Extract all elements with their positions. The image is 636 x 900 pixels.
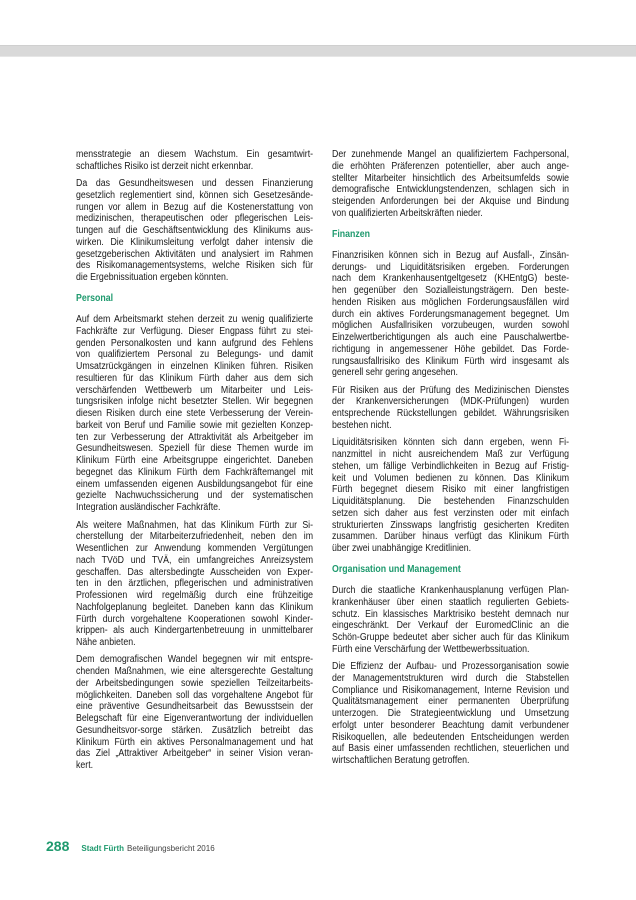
text-line: von qualifizierten Arbeitskräften nieder. [332, 207, 483, 219]
text-line: Fürth begegnet diesem Risiko mit einer langfristigen [332, 484, 570, 496]
text-line: das Ziel „Attraktiver Arbeitgeber“ in seiner Vision veran- [76, 748, 314, 760]
text-line: barkeit von Beruf und Familie sowie mit gezielten Konzep- [76, 419, 314, 431]
text-line: möglichen Ausfallrisiken vorzubeugen, wurden sowohl [332, 320, 570, 332]
footer-report-title: Beteiligungsbericht 2016 [127, 844, 215, 853]
text-line: Dem demografischen Wandel begegnen wir mit entspre- [76, 654, 314, 666]
section-heading: Personal [76, 293, 114, 305]
text-line: keit und Volumen bedienen zu können. Das Klinikum [332, 472, 570, 484]
text-line: wirtschaftlichen Beratung getroffen. [332, 755, 470, 767]
text-line: Durch die staatliche Krankenhausplanung verfügen Plan- [332, 585, 570, 597]
text-line: Als weitere Maßnahmen, hat das Klinikum Fürth zur Si- [76, 519, 314, 531]
text-line: der Krankenversicherungen (MDK-Prüfungen) wurden [332, 396, 570, 408]
text-line: schutz. Ein klassisches Marktrisiko besteht demnach nur [332, 608, 570, 620]
text-line: Einzelwertberichtigungen als auch eine Pauschalwertbe- [332, 332, 570, 344]
text-line: stehen, um fällige Verbindlichkeiten in Bezug auf Fristig- [332, 460, 570, 472]
text-line: Nähe anbieten. [76, 637, 136, 649]
paragraph [332, 385, 569, 432]
text-line: begegnet das Klinikum Fürth dem Fachkräftemangel mit [76, 466, 314, 478]
text-line: rungen vor allem in Bezug auf die Kostenerstattung von [76, 201, 314, 213]
text-line: der Arbeitsbedingungen sowie speziellen Teilzeitarbeits- [76, 677, 314, 689]
text-line: unterzogen. Die Strategieentwicklung und Umsetzung [332, 708, 570, 720]
text-line: Professionen wird regelmäßig durch eine frühzeitige [76, 590, 314, 602]
text-line: Klinikum Fürth ein aktives Personalmanagement und hat [76, 736, 314, 748]
text-line: generell sehr gering angesehen. [332, 367, 458, 379]
text-line: der Managementstrukturen wird durch die Stabstellen [332, 672, 570, 684]
text-line: chenden Maßnahmen, wie eine altersgerechte Gestaltung [76, 666, 314, 678]
text-line: Fürth eine Verschärfung der Wettbewerbssituation. [332, 643, 530, 655]
text-line: einem umfassenden eigenen Ausbildungsangebot für eine [76, 478, 314, 490]
text-line: strukturierten Zinsswaps langfristig gesicherten Krediten [332, 519, 570, 531]
paragraph [332, 661, 569, 767]
text-line: rungsausfallrisiko des Klinikum Fürth wird insgesamt als [332, 355, 570, 367]
text-line: stellter Mitarbeiter hinsichtlich des Arbeitsumfelds sowie [332, 172, 570, 184]
text-line: eingeschränkt. Der Verkauf der EuromedClinic an die [332, 620, 570, 632]
text-line: Liquiditätsplanung. Die bestehenden Finanzschulden [332, 496, 570, 508]
text-line: nach dem Krankenhausentgeltgesetz (KHEntgG) beste- [332, 273, 570, 285]
text-line: mensstrategie an diesem Wachstum. Ein gesamtwirt- [76, 149, 314, 160]
text-line: nanzmittel in nicht ausreichendem Maß zur Verfügung [332, 449, 570, 461]
right-column [332, 149, 569, 773]
text-line: auf Basis einer umfassenden rechtlichen, steuerlichen und [332, 743, 570, 755]
section-heading: Finanzen [332, 229, 371, 241]
paragraph [76, 149, 313, 173]
text-line: Nachfolgeplanung begleitet. Daneben kann das Klinikum [76, 601, 314, 613]
text-line: über zwei unabhängige Kreditlinien. [332, 543, 472, 555]
text-line: durch ein aktives Forderungsmanagement begegnet. Um [332, 308, 570, 320]
text-line: Wesentlichen zur Anwendung kommenden Vergütungen [76, 543, 314, 555]
text-line: Umsatzrückgängen in einzelnen Kliniken führen. Risiken [76, 361, 314, 373]
footer-brand: Stadt Fürth [81, 844, 125, 853]
text-line: gesetzgeberischen Aktivitäten und analysiert im Rahmen [76, 248, 314, 260]
paragraph [332, 437, 569, 555]
text-line: tungsrisiken infolge nicht besetzter Stellen. Wir begegnen [76, 396, 314, 408]
text-line: wirken. Die Klinikumsleitung verfolgt daher intensiv die [76, 236, 314, 248]
text-line: diesen Risiken durch eine stete Verbesserung der Verein- [76, 408, 314, 420]
text-line: genden Personalkosten und kann aufgrund des Fehlens [76, 337, 314, 349]
text-line: die erhöhten Präferenzen potentieller, aber auch ange- [332, 160, 570, 172]
text-line: Fachkräfte zur Verfügung. Dieser Engpass führt zu stei- [76, 325, 314, 337]
left-column [76, 149, 313, 777]
text-line: ten in den ärztlichen, pflegerischen und administrativen [76, 578, 314, 590]
text-line: Belegschaft für eine Eigenverantwortung der individuellen [76, 713, 314, 725]
paragraph [76, 314, 313, 514]
text-line: geschaffen. Das altersbedingte Ausscheiden von Exper- [76, 566, 314, 578]
text-line: entsprechende Rückstellungen gebildet. Währungsrisiken [332, 408, 570, 420]
text-line: erfolgt unter besonderer Beachtung damit verbundener [332, 719, 570, 731]
paragraph [76, 178, 313, 284]
text-line: Die Effizienz der Aufbau- und Prozessorganisation sowie [332, 661, 570, 673]
text-line: cherstellung der Mitarbeiterzufriedenheit, neben den im [76, 531, 314, 543]
section-heading: Organisation und Management [332, 564, 461, 576]
text-line: bestehen nicht. [332, 419, 392, 431]
text-line: Der zunehmende Mangel an qualifiziertem Fachpersonal, [332, 149, 570, 160]
text-line: zusammen. Darüber hinaus verfügt das Klinikum Fürth [332, 531, 570, 543]
text-line: derungs- und Liquiditätsrisiken ergeben. Forderungen [332, 261, 570, 273]
text-line: ten zur Verbesserung der Attraktivität als Arbeitgeber im [76, 431, 314, 443]
text-line: Schön-Gruppe bedeutet aber sicher auch für das Klinikum [332, 632, 570, 644]
text-line: richtigung in angemessener Höhe gebildet. Das Forde- [332, 343, 570, 355]
text-line: Gesundheitsvor-sorge stärken. Zusätzlich betreibt das [76, 724, 314, 736]
paragraph [76, 654, 313, 772]
text-line: steigenden Anforderungen bei der Akquise und Bindung [332, 196, 570, 207]
paragraph [332, 585, 569, 656]
text-line: resultieren für das Klinikum Fürth daher aus dem sich [76, 372, 314, 384]
text-line: eine präventive Gesundheitsarbeit das Bewusstsein der [76, 701, 314, 713]
text-line: Risikoquellen, alle bedeutenden Entscheidungen werden [332, 731, 570, 743]
text-line: krankenhäuser über einen staatlich regulierten Gebiets- [332, 596, 570, 608]
text-line: krippen- als auch Kindergartenbetreuung in unmittelbarer [76, 625, 314, 637]
text-line: tungen auf die Geschäftsentwicklung des Klinikums aus- [76, 225, 314, 237]
text-line: gezielte Nachwuchssicherung und der systematischen [76, 490, 314, 502]
text-line: Compliance und Risikomanagement, Interne Revision und [332, 684, 570, 696]
text-line: verschärfenden Wettbewerb um Mitarbeiter und Leis- [76, 384, 314, 396]
paragraph [332, 250, 569, 379]
text-line: henden Risiken aus möglichen Forderungsausfällen wird [332, 296, 570, 308]
top-divider-bar [0, 45, 636, 57]
text-line: des Risikomanagementsystems, welche Risiken sich für [76, 260, 314, 272]
paragraph [332, 149, 569, 220]
text-line: Da das Gesundheitswesen und dessen Finanzierung [76, 178, 314, 190]
text-line: medizinischen, therapeutischen oder pflegerischen Leis- [76, 213, 314, 225]
text-line: Für Risiken aus der Prüfung des Medizinischen Dienstes [332, 384, 570, 396]
text-line: nach TVöD und TVÄ, ein umfangreiches Anreizsystem [76, 554, 314, 566]
text-line: demografische Entwicklungstendenzen, schlagen sich in [332, 184, 570, 196]
text-line: kert. [76, 760, 94, 772]
text-line: Klinikum Fürth eine Arbeitsgruppe eingerichtet. Daneben [76, 455, 314, 467]
text-line: Liquiditätsrisiken könnten sich dann ergeben, wenn Fi- [332, 437, 570, 449]
text-line: Fürth durch vorgehaltene Kooperationen sowohl Kinder- [76, 613, 314, 625]
text-line: Integration ausländischer Fachkräfte. [76, 502, 221, 514]
text-line: Finanzrisiken können sich in Bezug auf Ausfall-, Zinsän- [332, 249, 570, 261]
text-line: setzen sich daher aus fest verzinsten oder mit einfach [332, 507, 570, 519]
text-line: Qualitätsmanagement einer permanenten Überprüfung [332, 696, 570, 708]
text-line: möglichkeiten. Daneben soll das vorgehaltene Angebot für [76, 689, 314, 701]
paragraph [76, 520, 313, 649]
text-line: schaftliches Risiko ist derzeit nicht erkennbar. [76, 160, 254, 172]
page-number: 288 [46, 838, 70, 854]
text-line: von qualifiziertem Personal zu Belegungs- und damit [76, 349, 314, 361]
text-line: Auf dem Arbeitsmarkt stehen derzeit zu wenig qualifizierte [76, 314, 314, 326]
page-footer [46, 838, 215, 854]
text-line: hen gegenüber den Sozialleistungsträgern. Den beste- [332, 285, 570, 297]
text-line: die Ergebnissituation ergeben könnten. [76, 272, 229, 284]
text-line: Gesundheitswesen. Speziell für diese Themen wurde im [76, 443, 314, 455]
text-line: gesetzlich reglementiert sind, können sich Gesetzesände- [76, 189, 314, 201]
